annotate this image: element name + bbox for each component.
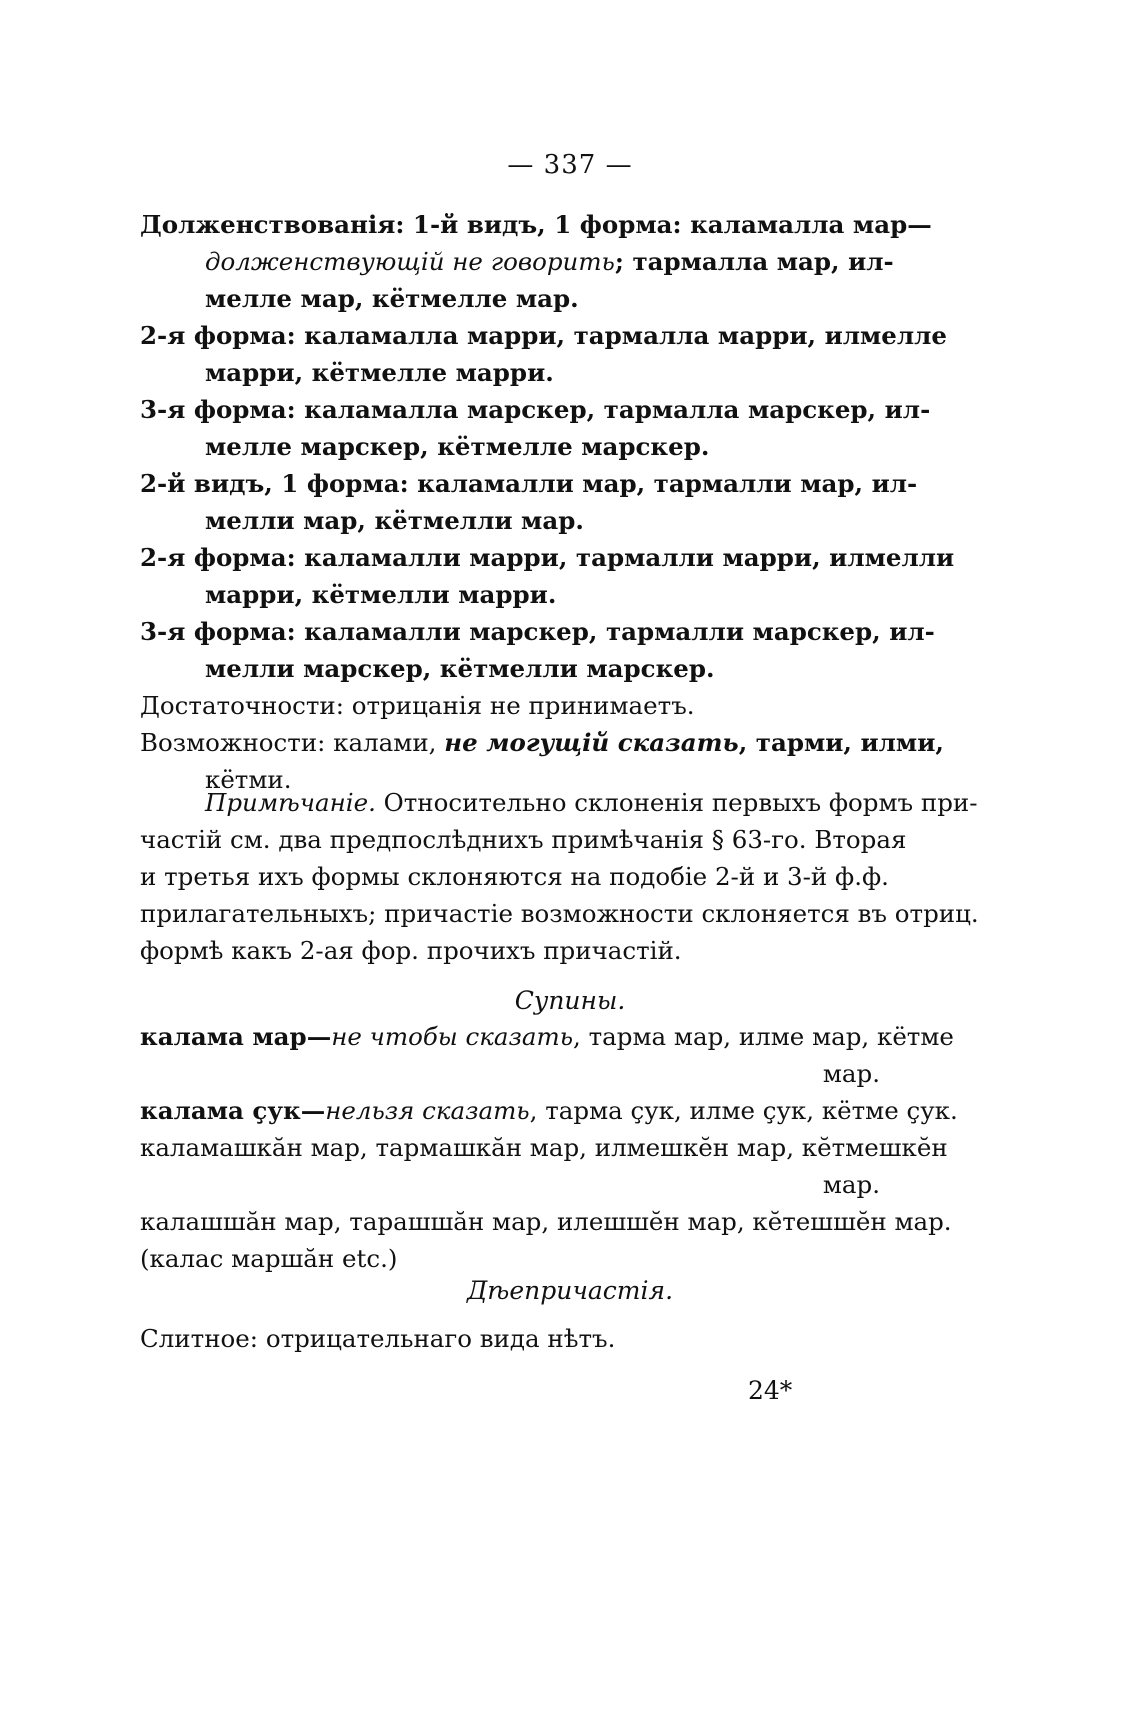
text-line: мелли марскер, кётмелли марскер. — [205, 654, 715, 683]
text-line — [140, 724, 944, 761]
text-span: Возможности: калами, — [140, 728, 445, 757]
text-line — [140, 784, 978, 821]
text-span: калама мар— — [140, 1022, 332, 1051]
text-line: (калас маршăн etc.) — [140, 1244, 398, 1273]
text-line — [140, 1018, 954, 1055]
text-line: 3-я форма: каламалли марскер, тармалли марскер, ил- — [140, 617, 935, 646]
italic-gloss: долженствующій не говорить — [205, 247, 615, 276]
italic-gloss: не могущій сказать — [444, 728, 739, 757]
text-line: калашшăн мар, тарашшăн мар, илешшĕн мар, кĕтешшĕн мар. — [140, 1207, 952, 1236]
supines-heading: Супины. — [514, 986, 626, 1015]
participles-section — [140, 206, 955, 798]
page-number: — 337 — — [507, 150, 633, 180]
text-line: 3-я форма: каламалла марскер, тармалла марскер, ил- — [140, 395, 931, 424]
italic-gloss: не чтобы сказать — [331, 1022, 574, 1051]
note-section — [140, 784, 979, 969]
text-line: кётми. — [205, 765, 292, 794]
text-line: частій см. два предпослѣднихъ примѣчанія § 63-го. Вторая — [140, 825, 907, 854]
text-line: Долженствованія: 1-й видъ, 1 форма: каламалла мар— — [140, 210, 932, 239]
gerunds-heading: Дѣепричастія. — [466, 1276, 674, 1305]
gerunds-section — [140, 1320, 880, 1357]
text-line: мелли мар, кётмелли мар. — [205, 506, 584, 535]
text-line: мар. — [822, 1059, 880, 1088]
signature-mark: 24* — [748, 1376, 793, 1405]
text-line: формѣ какъ 2-ая фор. прочихъ причастій. — [140, 936, 682, 965]
text-line: каламашкăн мар, тармашкăн мар, илмешкĕн мар, кĕтмешкĕн — [140, 1133, 948, 1162]
text-span: , тарми, илми, — [738, 728, 944, 757]
text-span: ; тармалла мар, ил- — [614, 247, 894, 276]
supines-section — [140, 1018, 958, 1277]
text-line: мар. — [822, 1170, 880, 1199]
text-line: 2-й видъ, 1 форма: каламалли мар, тармалли мар, ил- — [140, 469, 918, 498]
text-span: , тарма мар, илме мар, кётме — [573, 1022, 954, 1051]
text-line: марри, кётмелли марри. — [205, 580, 557, 609]
text-line: марри, кётмелле марри. — [205, 358, 554, 387]
text-line — [140, 243, 894, 280]
text-line: 2-я форма: каламалла марри, тармалла марри, илмелле — [140, 321, 948, 350]
text-line: мелле марскер, кётмелле марскер. — [205, 432, 710, 461]
text-line: и третья ихъ формы склоняются на подобіе 2-й и 3-й ф.ф. — [140, 862, 889, 891]
text-line — [140, 1092, 958, 1129]
text-line: прилагательныхъ; причастіе возможности склоняется въ отриц. — [140, 899, 979, 928]
italic-gloss: нельзя сказать — [325, 1096, 530, 1125]
text-line: Достаточности: отрицанія не принимаетъ. — [140, 691, 695, 720]
text-span: Относительно склоненія первыхъ формъ при- — [375, 788, 978, 817]
text-span: , тарма çук, илме çук, кётме çук. — [529, 1096, 958, 1125]
text-line: Слитное: отрицательнаго вида нѣтъ. — [140, 1324, 616, 1353]
text-span: калама çук— — [140, 1096, 326, 1125]
text-line: 2-я форма: каламалли марри, тармалли марри, илмелли — [140, 543, 955, 572]
text-line: мелле мар, кётмелле мар. — [205, 284, 579, 313]
note-label: Примѣчаніе. — [205, 788, 376, 817]
